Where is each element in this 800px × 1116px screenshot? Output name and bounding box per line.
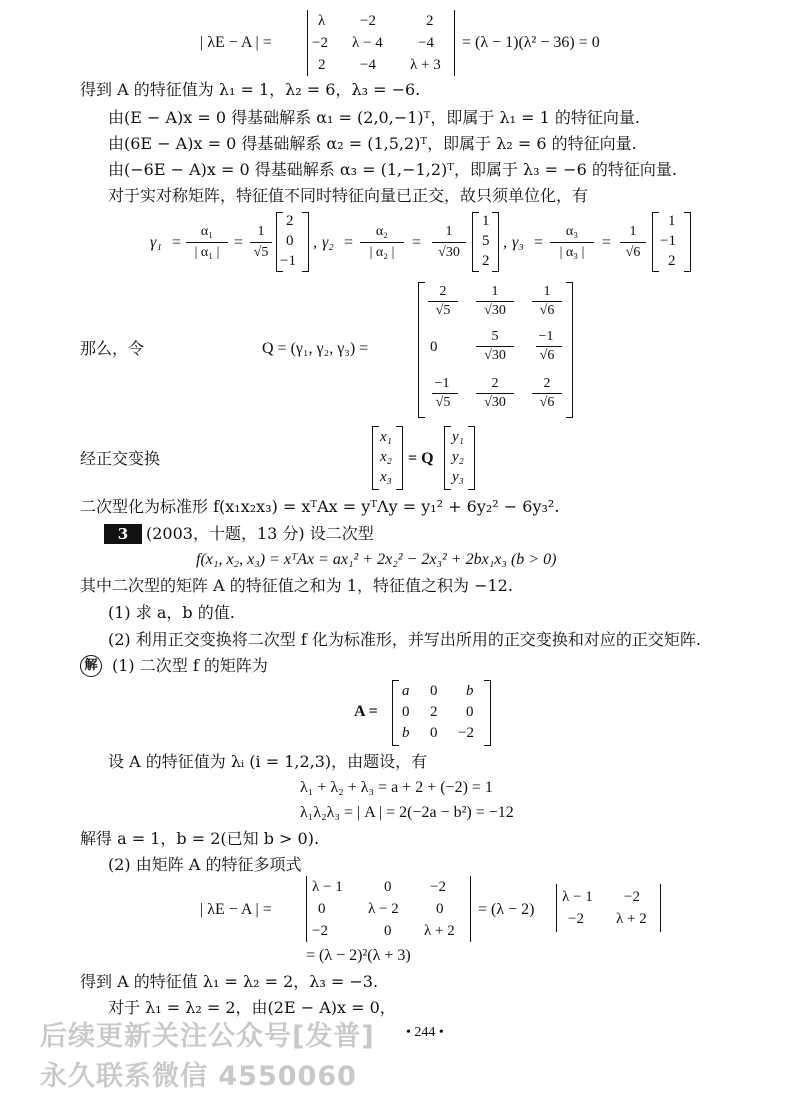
gamma-1-vec: −1 — [280, 253, 296, 269]
det2-cell: −2 — [430, 879, 446, 895]
watermark-line-1: 后续更新关注公众号[发普] — [40, 1021, 375, 1052]
det2-cell: λ − 2 — [368, 901, 399, 917]
gamma-3-vec: 2 — [668, 253, 676, 269]
det2-result: = (λ − 2)²(λ + 3) — [306, 947, 411, 964]
gamma-equation-text: γ₁ = α₁/|α₁| = (1/√5)[2, 0, −1]ᵀ，γ₂ = α₂/|α₂| = (1/√30)[1, 5, 2]ᵀ，γ₃ = α₃/|α₃| = (1/√6)[1, −1, 2]ᵀ — [150, 221, 188, 222]
y-vec: y₁ — [452, 429, 464, 445]
det2-small-cell: λ − 1 — [562, 889, 593, 905]
q-cell: −1 — [434, 376, 450, 391]
gamma-1-vec: 2 — [286, 213, 294, 229]
eigen-setup: 设 A 的特征值为 λᵢ (i = 1,2,3)，由题设，有 — [108, 752, 428, 771]
top-det-cell: λ − 4 — [352, 35, 383, 51]
transform-mid: = Q — [408, 450, 434, 467]
y-vec: y₃ — [452, 469, 464, 485]
watermark-line-2: 永久联系微信 4550060 — [40, 1061, 357, 1092]
top-det-cell: −2 — [312, 35, 328, 51]
top-det-cell: λ + 3 — [410, 57, 441, 73]
q-cell: 0 — [430, 339, 438, 355]
gamma-2-vec: 1 — [482, 213, 490, 229]
x-vec: x₃ — [380, 469, 392, 485]
top-det-cell: 2 — [426, 13, 434, 29]
problem-source: (2003，十题，13 分) 设二次型 — [146, 524, 374, 543]
gamma-1-coef-den: √5 — [253, 245, 269, 260]
gamma-2-name: γ₂ — [322, 234, 334, 251]
gamma-2-coef-num: 1 — [445, 224, 453, 239]
top-det-lhs: | λE − A | = — [200, 34, 272, 51]
top-det-right-bar — [454, 10, 455, 76]
top-det-rhs: = (λ − 1)(λ² − 36) = 0 — [462, 34, 600, 51]
q-cell: 1 — [491, 284, 499, 299]
solution-icon: 解 — [80, 655, 102, 677]
gamma-3-coef-num: 1 — [629, 224, 637, 239]
a-cell: b — [466, 683, 474, 699]
gamma-1-num: α₁ — [200, 224, 214, 239]
a-cell: 0 — [466, 704, 474, 720]
det2-mid: = (λ − 2) — [478, 901, 535, 918]
det2-cell: 0 — [436, 901, 444, 917]
gamma-2-den: | α₂ | — [369, 245, 395, 260]
problem-condition: 其中二次型的矩阵 A 的特征值之和为 1，特征值之积为 −12. — [80, 576, 513, 595]
det2-lhs: | λE − A | = — [200, 901, 272, 918]
det2-cell: 0 — [384, 879, 392, 895]
gamma-2-vec: 5 — [482, 233, 490, 249]
a-cell: 2 — [430, 704, 438, 720]
solution-part-2: (2) 由矩阵 A 的特征多项式 — [108, 855, 302, 874]
q-left-bracket — [418, 282, 425, 418]
eigenvector-line-3: 由(−6E − A)x = 0 得基础解系 α₃ = (1,−1,2)ᵀ，即属于 λ₃ = −6 的特征向量. — [108, 160, 677, 179]
q-right-bracket — [566, 282, 573, 418]
det2-small-cell: λ + 2 — [616, 911, 647, 927]
gamma-3-num: α₃ — [565, 224, 579, 239]
det2-cell: 0 — [318, 901, 326, 917]
top-det-cell: 2 — [318, 57, 326, 73]
eigenvalues-line: 得到 A 的特征值为 λ₁ = 1，λ₂ = 6，λ₃ = −6. — [80, 80, 421, 99]
top-det-cell: −4 — [360, 57, 376, 73]
q-cell: −1 — [538, 329, 554, 344]
det2-cell: λ + 2 — [424, 923, 455, 939]
gamma-3-den: | α₃ | — [559, 245, 585, 260]
gamma-3-name: γ₃ — [512, 234, 524, 251]
solution-part-1: (1) 二次型 f 的矩阵为 — [112, 656, 268, 675]
det2-cell: 0 — [384, 923, 392, 939]
q-cell: 2 — [491, 376, 499, 391]
eigenvector-line-1: 由(E − A)x = 0 得基础解系 α₁ = (2,0,−1)ᵀ，即属于 λ₁ = 1 的特征向量. — [108, 108, 640, 127]
a-cell: 0 — [430, 683, 438, 699]
eigen-product: λ₁λ₂λ₃ = | A | = 2(−2a − b²) = −12 — [300, 804, 514, 821]
problem-quadratic-form: f(x₁, x₂, x₃) = xᵀAx = ax₁² + 2x₂² − 2x₃² + 2bx₁x₃ (b > 0) — [196, 551, 557, 568]
x-vec: x₁ — [380, 429, 392, 445]
gamma-1-name: γ₁ — [150, 234, 162, 251]
question-1: (1) 求 a，b 的值. — [108, 603, 235, 622]
det2-small-cell: −2 — [568, 911, 584, 927]
det2-cell: −2 — [312, 923, 328, 939]
top-det-cell: −4 — [418, 35, 434, 51]
a-cell: 0 — [402, 704, 410, 720]
a-cell: 0 — [430, 725, 438, 741]
top-det-left-bar — [307, 10, 308, 76]
top-det-cell: −2 — [360, 13, 376, 29]
ortho-transform-label: 经正交变换 — [80, 449, 161, 468]
gamma-2-vec: 2 — [482, 253, 490, 269]
a-cell: a — [402, 683, 410, 699]
q-cell: 1 — [543, 284, 551, 299]
gamma-3-coef-den: √6 — [625, 245, 641, 260]
final-line: 对于 λ₁ = λ₂ = 2，由(2E − A)x = 0， — [108, 998, 396, 1017]
det2-small-cell: −2 — [624, 889, 640, 905]
gamma-1-coef-num: 1 — [257, 224, 265, 239]
det2-cell: λ − 1 — [312, 879, 343, 895]
a-cell: −2 — [458, 725, 474, 741]
gamma-1-den: | α₁ | — [194, 245, 220, 260]
eigenvector-line-2: 由(6E − A)x = 0 得基础解系 α₂ = (1,5,2)ᵀ，即属于 λ₂ = 6 的特征向量. — [108, 134, 637, 153]
y-vec: y₂ — [452, 449, 464, 465]
standard-form-line: 二次型化为标准形 f(x₁x₂x₃) = xᵀAx = yᵀΛy = y₁² + 6y₂² − 6y₃². — [80, 497, 560, 516]
na-me-ling: 那么，令 — [80, 339, 145, 358]
problem-number-badge: 3 — [104, 524, 142, 544]
eigenvalues-2: 得到 A 的特征值 λ₁ = λ₂ = 2，λ₃ = −3. — [80, 972, 379, 991]
q-cell: 2 — [439, 284, 447, 299]
orthogonality-note: 对于实对称矩阵，特征值不同时特征向量已正交，故只须单位化，有 — [108, 186, 589, 205]
gamma-2-num: α₂ — [375, 224, 389, 239]
gamma-2-coef-den: √30 — [438, 245, 460, 260]
x-vec: x₂ — [380, 449, 392, 465]
gamma-3-vec: 1 — [668, 213, 676, 229]
gamma-1-vec: 0 — [286, 233, 294, 249]
top-det-cell: λ — [318, 13, 326, 29]
q-cell: 2 — [543, 376, 551, 391]
question-2: (2) 利用正交变换将二次型 f 化为标准形，并写出所用的正交变换和对应的正交矩阵. — [108, 630, 701, 649]
a-matrix-lhs: A = — [354, 703, 378, 720]
a-cell: b — [402, 725, 410, 741]
gamma-3-vec: −1 — [660, 233, 676, 249]
page-number: • 244 • — [406, 1025, 444, 1040]
eigen-sum: λ₁ + λ₂ + λ₃ = a + 2 + (−2) = 1 — [300, 779, 493, 796]
q-lhs: Q = (γ₁, γ₂, γ₃) = — [262, 340, 369, 357]
solve-result: 解得 a = 1，b = 2(已知 b > 0). — [80, 829, 320, 848]
q-cell: 5 — [491, 329, 499, 344]
